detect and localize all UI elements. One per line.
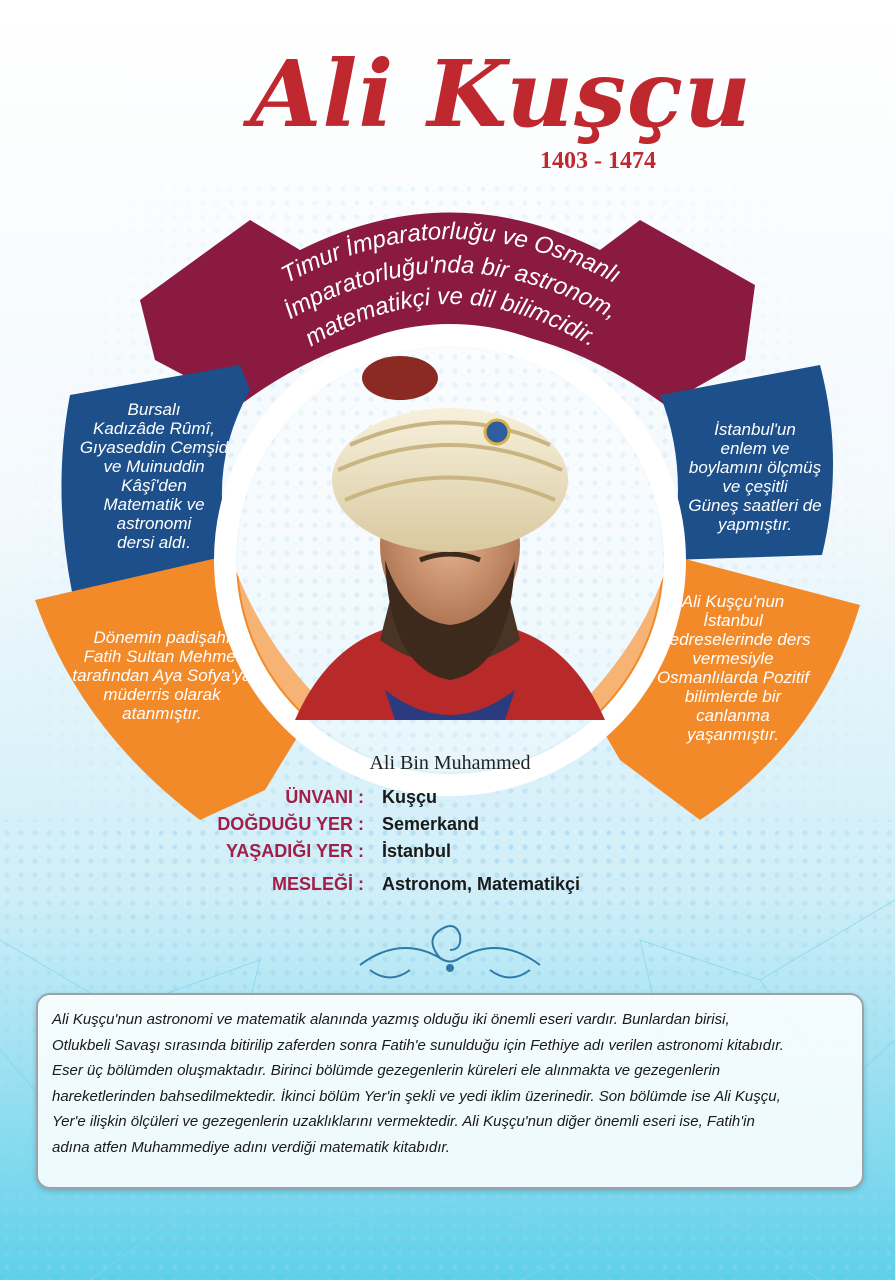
page-title: Ali Kuşçu bbox=[250, 40, 752, 148]
right-orange-text bbox=[638, 592, 828, 744]
right-blue-line: ve çeşitli bbox=[722, 477, 788, 496]
left-blue-line: Bursalı bbox=[127, 400, 181, 419]
right-blue-text bbox=[680, 420, 830, 534]
left-orange-line: tarafından Aya Sofya'ya bbox=[72, 666, 252, 685]
left-blue-line: Gıyaseddin Cemşid bbox=[79, 438, 229, 457]
info-label: MESLEĞİ : bbox=[271, 874, 364, 894]
description-line: Ali Kuşçu'nun astronomi ve matematik alanında yazmış olduğu iki önemli eseri vardır. Bunlardan birisi, bbox=[52, 1011, 730, 1028]
info-row-residence bbox=[170, 838, 690, 865]
life-years: 1403 - 1474 bbox=[540, 148, 656, 174]
banner-text-line-1: Timur İmparatorluğu ve Osmanlı bbox=[276, 217, 626, 289]
right-blue-line: İstanbul'un bbox=[714, 420, 796, 439]
left-orange-line: Dönemin padişahı bbox=[93, 628, 231, 647]
left-orange-line: Fatih Sultan Mehmet bbox=[83, 647, 241, 666]
left-orange-line: müderris olarak bbox=[103, 685, 221, 704]
info-label: YAŞADIĞI YER : bbox=[225, 841, 364, 861]
left-blue-line: dersi aldı. bbox=[117, 533, 191, 552]
info-row-profession bbox=[170, 871, 690, 898]
right-blue-line: boylamını ölçmüş bbox=[688, 458, 822, 477]
right-orange-line: İstanbul bbox=[703, 611, 763, 630]
left-blue-line: astronomi bbox=[116, 514, 192, 533]
info-value: İstanbul bbox=[382, 841, 452, 861]
description-box bbox=[36, 993, 864, 1189]
info-value: Astronom, Matematikçi bbox=[382, 874, 581, 894]
left-blue-text bbox=[74, 400, 234, 552]
left-orange-line: atanmıştır. bbox=[122, 704, 202, 723]
left-blue-line: Kâşî'den bbox=[121, 476, 187, 495]
right-orange-line: vermesiyle bbox=[692, 649, 774, 668]
info-row-birthplace bbox=[170, 811, 690, 838]
left-blue-line: Matematik ve bbox=[103, 495, 205, 514]
info-row-title bbox=[170, 784, 690, 811]
info-label: ÜNVANI : bbox=[285, 787, 364, 807]
right-blue-line: enlem ve bbox=[720, 439, 790, 458]
banner-text-line-3: matematikçi ve dil bilimcidir. bbox=[300, 282, 602, 353]
info-value: Kuşçu bbox=[382, 787, 438, 807]
description-text bbox=[52, 1007, 848, 1160]
description-line: Otlukbeli Savaşı sırasında bitirilip zaferden sonra Fatih'e sunulduğu için Fethiye adı verilen astronomi kitabıdır. bbox=[52, 1036, 784, 1054]
left-blue-line: Kadızâde Rûmî, bbox=[93, 419, 215, 438]
description-line: Eser üç bölümden oluşmaktadır. Birinci bölümde gezegenlerin küreleri ele alınmakta ve gezegenlerin bbox=[52, 1062, 721, 1079]
right-orange-line: Osmanlılarda Pozitif bbox=[656, 668, 810, 687]
description-line: Yer'e ilişkin ölçüleri ve gezegenlerin uzaklıklarını vermektedir. Ali Kuşçu'nun diğer önemli eseri ise, Fatih'in bbox=[52, 1113, 755, 1130]
right-blue-line: Güneş saatleri de bbox=[688, 496, 822, 515]
left-blue-line: ve Muinuddin bbox=[103, 457, 205, 476]
info-label: DOĞDUĞU YER : bbox=[217, 814, 364, 834]
right-blue-line: yapmıştır. bbox=[718, 515, 792, 534]
info-value: Semerkand bbox=[382, 814, 480, 834]
left-orange-text bbox=[52, 628, 272, 723]
right-orange-line: bilimlerde bir bbox=[684, 687, 782, 706]
right-orange-line: yaşanmıştır. bbox=[687, 725, 779, 744]
banner-text-line-2: İmparatorluğu'nda bir astronom, bbox=[279, 251, 623, 325]
right-orange-line: Medreselerinde ders bbox=[655, 630, 811, 649]
description-line: hareketlerinden bahsedilmektedir. İkinci bölüm Yer'in şekli ve yedi iklim üzerinedir. Son bölümde ise Ali Kuşçu, bbox=[52, 1087, 781, 1105]
info-table bbox=[170, 784, 690, 898]
right-orange-line: canlanma bbox=[696, 706, 770, 725]
description-line: adına atfen Muhammediye adını verdiği matematik kitabıdır. bbox=[52, 1138, 450, 1156]
right-orange-line: Ali Kuşçu'nun bbox=[681, 592, 785, 611]
portrait-caption: Ali Bin Muhammed bbox=[369, 752, 531, 774]
